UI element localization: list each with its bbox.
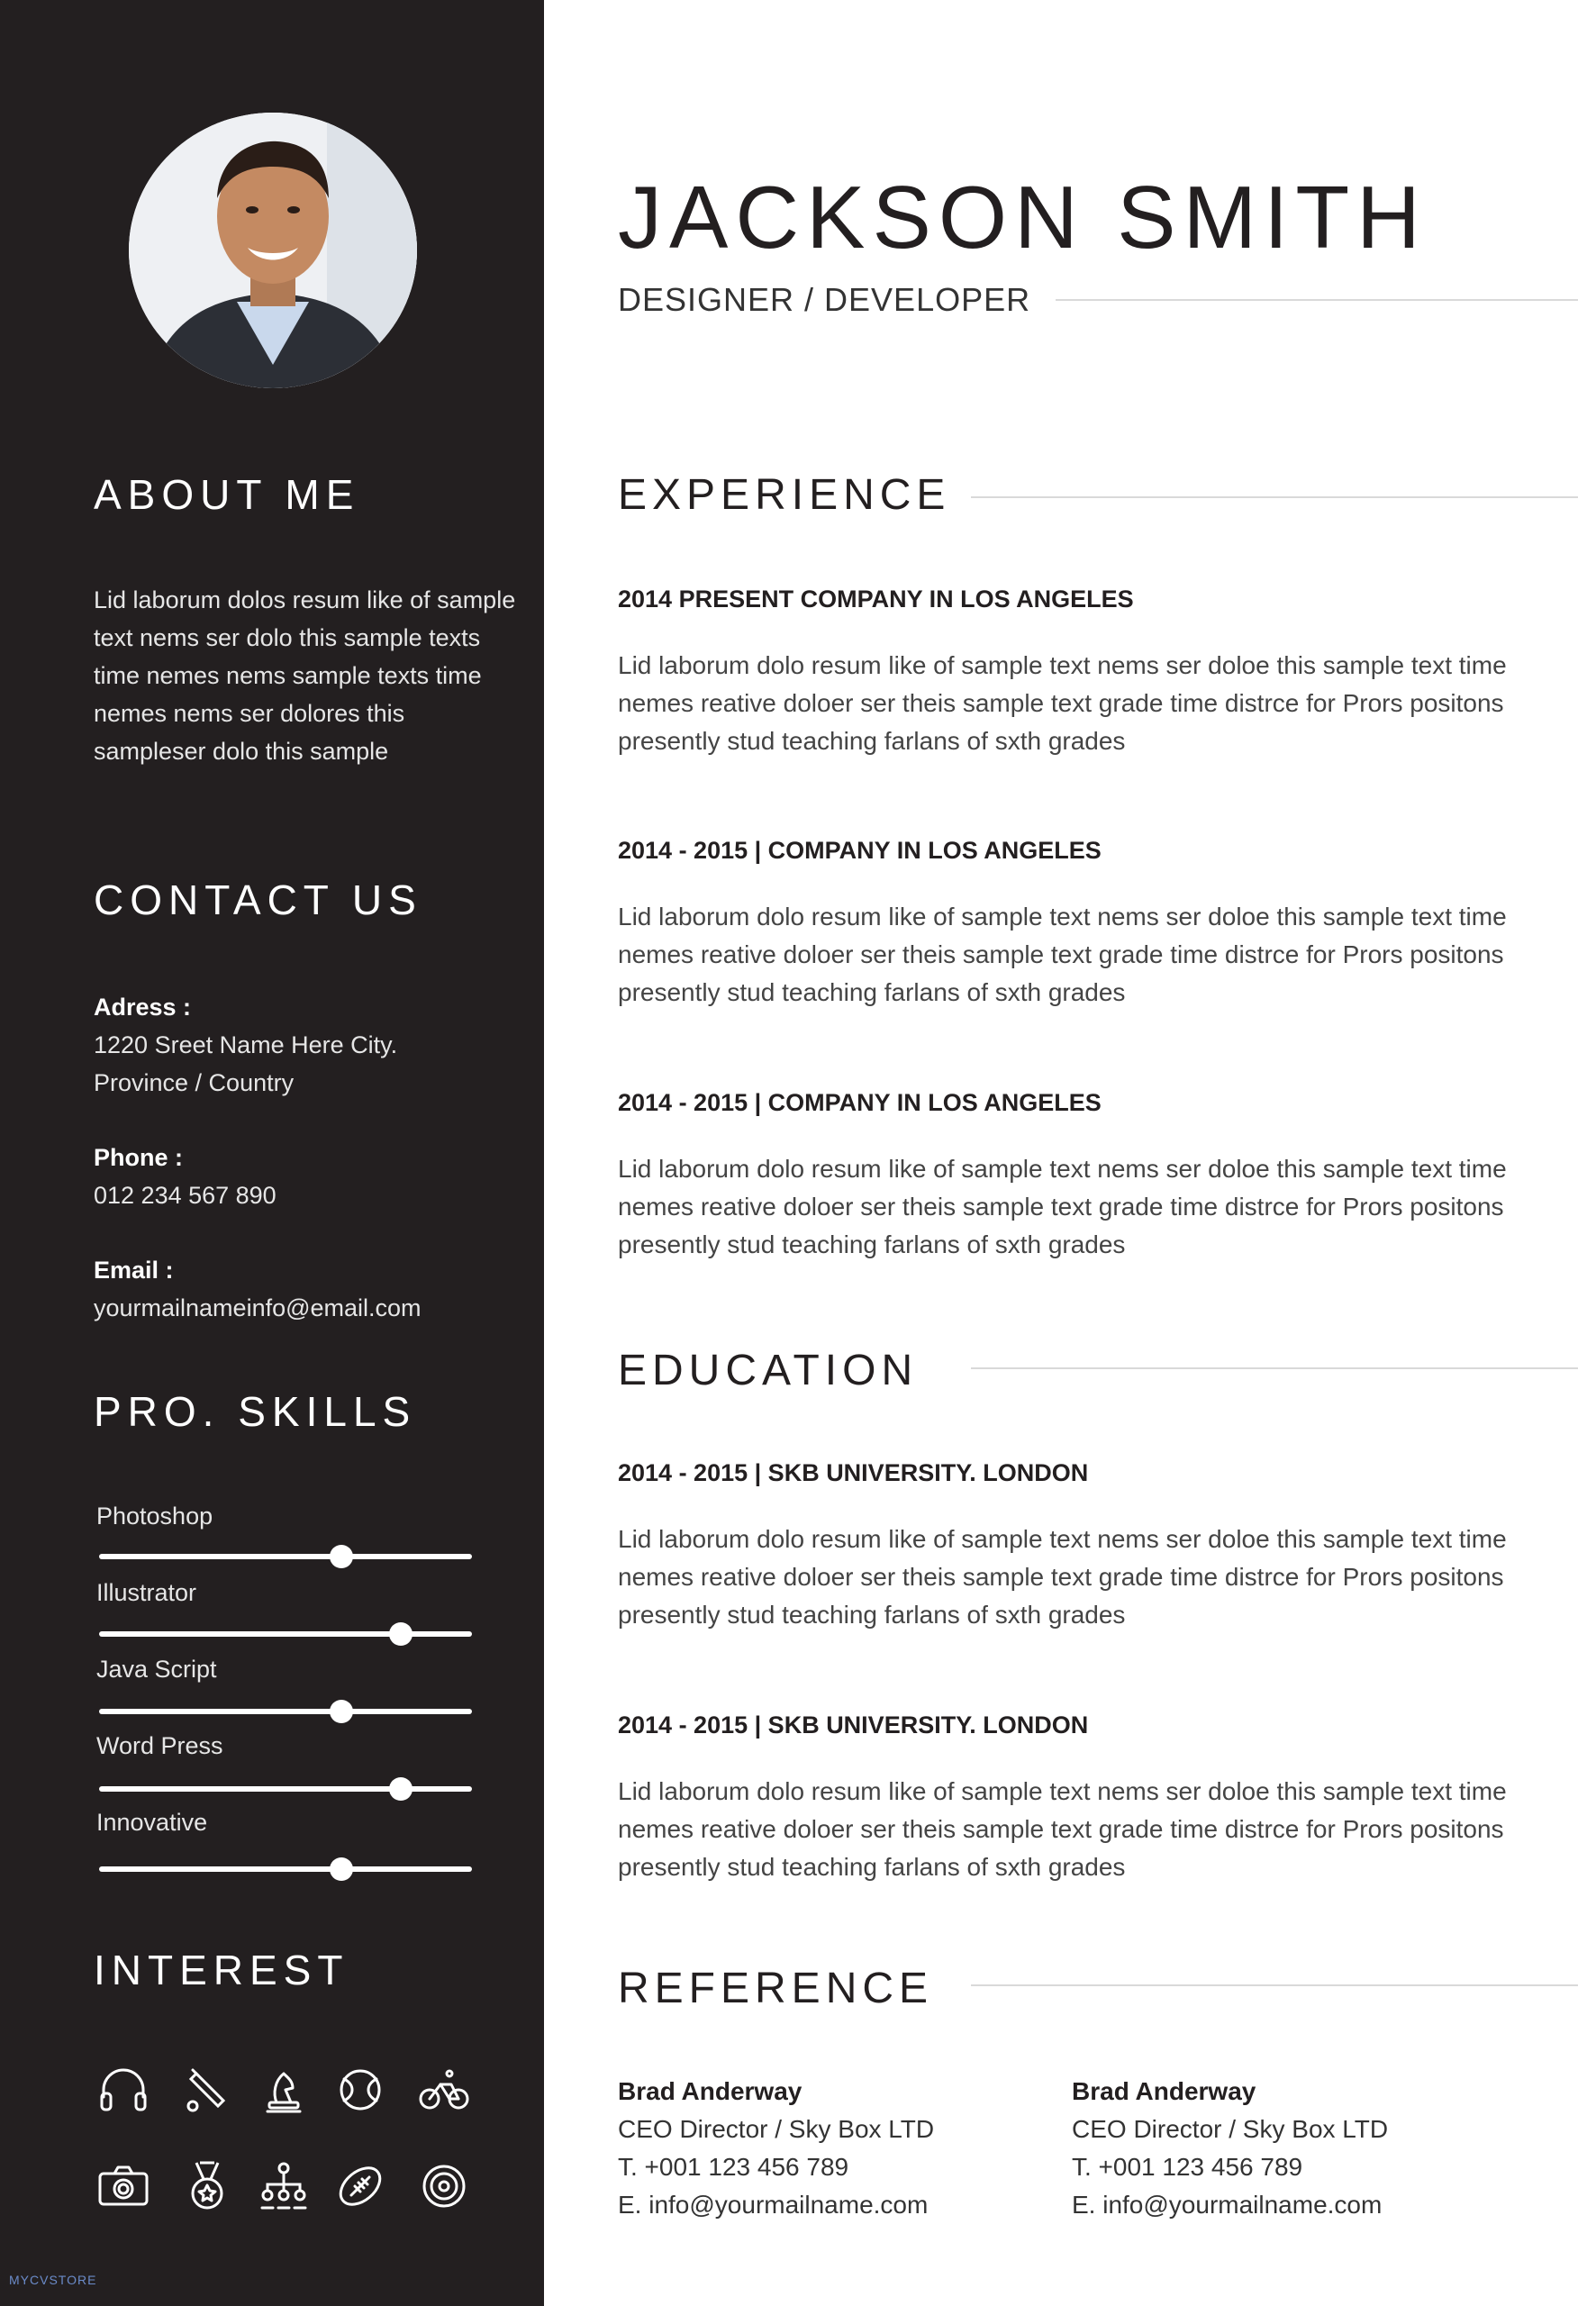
reference-email: E. info@yourmailname.com: [1072, 2191, 1383, 2219]
profile-photo: [129, 113, 417, 388]
tennis-ball-icon: [333, 2063, 387, 2117]
experience-heading: EXPERIENCE: [618, 471, 951, 519]
reference-card: [1072, 2073, 1486, 2224]
cricket-icon: [180, 2063, 234, 2117]
skill-name: Word Press: [96, 1732, 223, 1759]
email-label: Email :: [94, 1257, 174, 1284]
address-line-2: Province / Country: [94, 1069, 295, 1096]
skill-slider: [99, 1709, 472, 1714]
skill-name: Photoshop: [96, 1503, 213, 1530]
divider: [971, 1984, 1578, 1986]
education-entry-description: Lid laborum dolo resum like of sample text nems ser doloe this sample text time nemes reative doloer ser theis sample text grade time distrce for Prors positons presently stud teaching farlans of sxth grades: [618, 1777, 1507, 1881]
experience-entry-description: Lid laborum dolo resum like of sample text nems ser doloe this sample text time nemes reative doloer ser theis sample text grade time distrce for Prors positons presently stud teaching farlans of sxth grades: [618, 1155, 1507, 1258]
sidebar: [0, 0, 544, 2306]
skill-slider: [99, 1554, 472, 1559]
experience-entry-description: Lid laborum dolo resum like of sample text nems ser doloe this sample text time nemes reative doloer ser theis sample text grade time distrce for Prors positons presently stud teaching farlans of sxth grades: [618, 903, 1507, 1006]
contact-address: [94, 988, 517, 1102]
education-entry-title: 2014 - 2015 | SKB UNIVERSITY. LONDON: [618, 1711, 1089, 1739]
reference-card: [618, 2073, 1032, 2224]
skill-knob: [330, 1700, 353, 1723]
person-portrait-icon: [129, 113, 417, 388]
experience-entry-description: Lid laborum dolo resum like of sample text nems ser doloe this sample text time nemes reative doloer ser theis sample text grade time distrce for Prors positons presently stud teaching farlans of sxth grades: [618, 651, 1507, 755]
watermark: MYCVSTORE: [9, 2273, 97, 2287]
address-line-1: 1220 Sreet Name Here City.: [94, 1031, 398, 1058]
skill-slider: [99, 1866, 472, 1872]
phone-label: Phone :: [94, 1144, 183, 1171]
medal-icon: [180, 2159, 234, 2213]
chess-icon: [257, 2063, 311, 2117]
skill-name: Java Script: [96, 1656, 217, 1683]
skill-knob: [330, 1857, 353, 1881]
phone-value: 012 234 567 890: [94, 1182, 277, 1209]
divider: [971, 496, 1578, 498]
job-title: DESIGNER / DEVELOPER: [618, 281, 1031, 318]
divider: [1056, 299, 1578, 301]
reference-name: Brad Anderway: [1072, 2077, 1256, 2105]
camera-icon: [96, 2159, 150, 2213]
full-name: JACKSON SMITH: [618, 168, 1428, 267]
contact-email: [94, 1251, 517, 1327]
reference-title: CEO Director / Sky Box LTD: [1072, 2115, 1389, 2143]
experience-entry-title: 2014 PRESENT COMPANY IN LOS ANGELES: [618, 586, 1134, 613]
education-entry-title: 2014 - 2015 | SKB UNIVERSITY. LONDON: [618, 1459, 1089, 1486]
reference-title: CEO Director / Sky Box LTD: [618, 2115, 935, 2143]
education-entry-description: Lid laborum dolo resum like of sample text nems ser doloe this sample text time nemes reative doloer ser theis sample text grade time distrce for Prors positons presently stud teaching farlans of sxth grades: [618, 1525, 1507, 1629]
interest-heading: INTEREST: [94, 1947, 349, 1993]
skill-slider: [99, 1631, 472, 1637]
headphones-icon: [96, 2063, 150, 2117]
reference-phone: T. +001 123 456 789: [1072, 2153, 1303, 2181]
bicycle-icon: [417, 2063, 471, 2117]
reference-name: Brad Anderway: [618, 2077, 803, 2105]
experience-entry-title: 2014 - 2015 | COMPANY IN LOS ANGELES: [618, 1089, 1102, 1116]
network-icon: [257, 2159, 311, 2213]
email-value: yourmailnameinfo@email.com: [94, 1294, 422, 1321]
contact-phone: [94, 1139, 517, 1214]
about-text: Lid laborum dolos resum like of sample text nems ser dolo this sample texts time nemes nems sample texts time nemes nems ser dolores this sampleser dolo this sample: [94, 586, 516, 765]
address-label: Adress :: [94, 994, 192, 1021]
skill-slider: [99, 1786, 472, 1792]
skill-name: Illustrator: [96, 1579, 197, 1606]
skill-knob: [330, 1545, 353, 1568]
reference-phone: T. +001 123 456 789: [618, 2153, 849, 2181]
reference-heading: REFERENCE: [618, 1965, 934, 2012]
vinyl-record-icon: [417, 2159, 471, 2213]
divider: [971, 1367, 1578, 1369]
skills-heading: PRO. SKILLS: [94, 1388, 417, 1435]
skill-knob: [389, 1777, 413, 1801]
reference-email: E. info@yourmailname.com: [618, 2191, 929, 2219]
about-heading: ABOUT ME: [94, 471, 360, 518]
rugby-ball-icon: [333, 2159, 387, 2213]
main-content: [544, 0, 1596, 2306]
experience-entry-title: 2014 - 2015 | COMPANY IN LOS ANGELES: [618, 837, 1102, 864]
skill-knob: [389, 1622, 413, 1646]
skill-name: Innovative: [96, 1809, 208, 1836]
education-heading: EDUCATION: [618, 1347, 919, 1394]
contact-heading: CONTACT US: [94, 876, 422, 923]
